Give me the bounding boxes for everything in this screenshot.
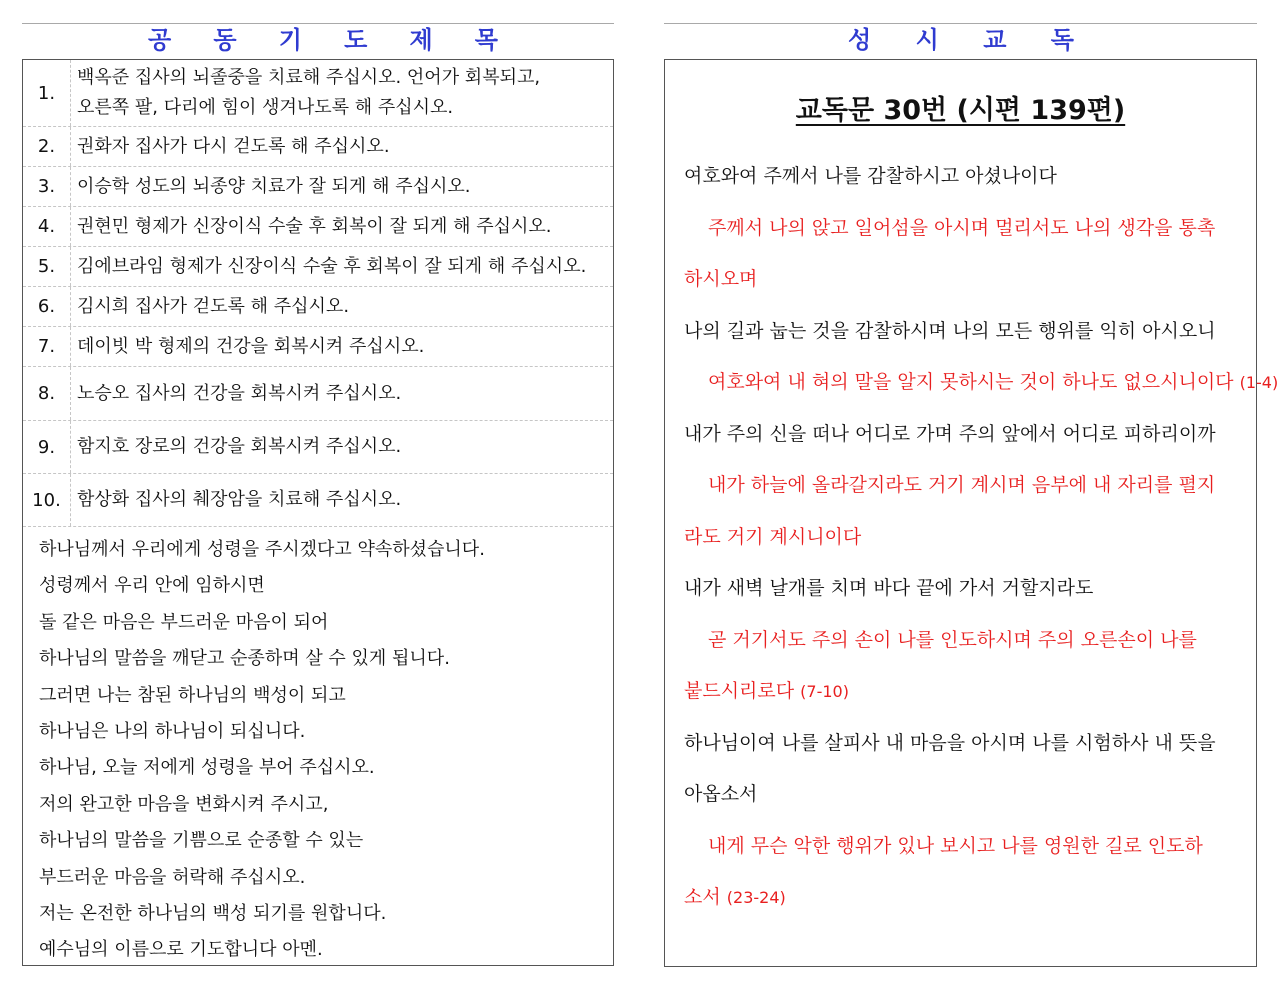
common-prayer-text bbox=[39, 532, 609, 969]
reading-line-congregation bbox=[684, 718, 1252, 770]
reading-line-leader bbox=[684, 872, 1252, 924]
request-text: 함지호 장로의 건강을 회복시켜 주십시오. bbox=[77, 436, 402, 457]
prayer-line: 하나님은 나의 하나님이 되십니다. bbox=[39, 720, 306, 742]
request-number: 3. bbox=[23, 167, 71, 206]
reading-text: 내가 하늘에 올라갈지라도 거기 계시며 음부에 내 자리를 펼지 bbox=[708, 474, 1216, 496]
reading-line-congregation bbox=[684, 563, 1252, 615]
reading-text: 곧 거기서도 주의 손이 나를 인도하시며 주의 오른손이 나를 bbox=[708, 628, 1197, 651]
prayer-requests-box bbox=[22, 59, 614, 966]
reading-text: 내게 무슨 악한 행위가 있나 보시고 나를 영원한 길로 인도하 bbox=[708, 834, 1203, 857]
reading-line-leader bbox=[684, 203, 1252, 255]
request-text: 권화자 집사가 다시 걷도록 해 주십시오. bbox=[77, 135, 390, 157]
prayer-request-row bbox=[23, 247, 613, 287]
prayer-line: 저의 완고한 마음을 변화시켜 주시고, bbox=[39, 793, 329, 815]
request-number: 2. bbox=[23, 127, 71, 166]
request-text: 노승오 집사의 건강을 회복시켜 주십시오. bbox=[77, 382, 402, 404]
reading-text: 나의 길과 눕는 것을 감찰하시며 나의 모든 행위를 익히 아시오니 bbox=[684, 319, 1216, 342]
prayer-request-row bbox=[23, 367, 613, 421]
heading-letter: 도 bbox=[344, 25, 368, 54]
request-text: 김에브라임 형제가 신장이식 수술 후 회복이 잘 되게 해 주십시오. bbox=[77, 255, 587, 277]
reading-title: 교독문 30번 (시편 139편) bbox=[795, 95, 1126, 126]
prayer-request-row bbox=[23, 474, 613, 527]
prayer-line: 부드러운 마음을 허락해 주십시오. bbox=[39, 866, 306, 888]
reading-lines bbox=[684, 151, 1279, 924]
reading-text: 소서 bbox=[684, 886, 721, 908]
request-text: 권현민 형제가 신장이식 수술 후 회복이 잘 되게 해 주십시오. bbox=[77, 215, 552, 237]
reading-text: 하시오며 bbox=[684, 268, 758, 290]
prayer-line: 예수님의 이름으로 기도합니다 아멘. bbox=[39, 939, 323, 961]
prayer-line: 하나님의 말씀을 기쁨으로 순종할 수 있는 bbox=[39, 830, 364, 852]
prayer-line: 돌 같은 마음은 부드러운 마음이 되어 bbox=[39, 611, 329, 633]
reading-text: 라도 거기 계시니이다 bbox=[684, 525, 862, 548]
heading-letter: 독 bbox=[1050, 25, 1074, 54]
request-number: 5. bbox=[23, 247, 71, 286]
heading-letter: 공 bbox=[148, 25, 172, 54]
verse-reference: (7-10) bbox=[800, 682, 849, 701]
request-text: 백옥준 집사의 뇌졸중을 치료해 주십시오. 언어가 회복되고, 오른쪽 팔, 다리에 힘이 생겨나도록 해 주십시오. bbox=[77, 67, 541, 118]
heading-letter: 기 bbox=[278, 25, 302, 54]
reading-line-leader bbox=[684, 357, 1279, 409]
prayer-line: 그러면 나는 참된 하나님의 백성이 되고 bbox=[39, 684, 346, 706]
reading-line-leader bbox=[684, 615, 1252, 667]
request-text: 데이빗 박 형제의 건강을 회복시켜 주십시오. bbox=[77, 335, 425, 357]
reading-text: 여호와여 주께서 나를 감찰하시고 아셨나이다 bbox=[684, 165, 1057, 187]
prayer-line: 하나님께서 우리에게 성령을 주시겠다고 약속하셨습니다. bbox=[39, 539, 485, 560]
reading-line-leader bbox=[684, 821, 1252, 873]
heading-letter: 성 bbox=[848, 25, 872, 54]
reading-line-leader bbox=[684, 512, 1252, 564]
responsive-reading-box bbox=[664, 59, 1279, 967]
reading-text: 하나님이여 나를 살피사 내 마음을 아시며 나를 시험하사 내 뜻을 bbox=[684, 731, 1216, 754]
responsive-reading-heading bbox=[848, 20, 1074, 54]
prayer-requests-heading bbox=[148, 20, 498, 54]
verse-reference: (1-4) bbox=[1239, 373, 1279, 392]
prayer-request-row bbox=[23, 167, 613, 207]
heading-letter: 동 bbox=[213, 25, 237, 54]
prayer-line: 성령께서 우리 안에 임하시면 bbox=[39, 575, 265, 597]
reading-line-congregation bbox=[684, 306, 1252, 358]
heading-letter: 제 bbox=[409, 25, 433, 54]
reading-text: 붙드시리로다 bbox=[684, 680, 795, 702]
reading-text: 내가 주의 신을 떠나 어디로 가며 주의 앞에서 어디로 피하리이까 bbox=[684, 422, 1216, 445]
request-text: 김시희 집사가 걷도록 해 주십시오. bbox=[77, 295, 350, 317]
prayer-request-row bbox=[23, 207, 613, 247]
reading-line-congregation bbox=[684, 151, 1252, 203]
heading-letter: 교 bbox=[983, 25, 1007, 54]
request-text: 이승학 성도의 뇌종양 치료가 잘 되게 해 주십시오. bbox=[77, 175, 471, 197]
reading-line-leader bbox=[684, 666, 1252, 718]
prayer-line: 하나님, 오늘 저에게 성령을 부어 주십시오. bbox=[39, 757, 375, 779]
verse-reference: (23-24) bbox=[726, 888, 786, 907]
reading-text: 주께서 나의 앉고 일어섬을 아시며 멀리서도 나의 생각을 통촉 bbox=[708, 216, 1216, 239]
prayer-request-row bbox=[23, 127, 613, 167]
request-number: 6. bbox=[23, 287, 71, 326]
reading-line-leader bbox=[684, 460, 1252, 512]
reading-text: 여호와여 내 혀의 말을 알지 못하시는 것이 하나도 없으시니이다 bbox=[708, 371, 1234, 393]
reading-text: 내가 새벽 날개를 치며 바다 끝에 가서 거할지라도 bbox=[684, 577, 1094, 599]
reading-line-congregation bbox=[684, 409, 1252, 461]
prayer-line: 하나님의 말씀을 깨닫고 순종하며 살 수 있게 됩니다. bbox=[39, 648, 450, 670]
prayer-request-row bbox=[23, 60, 613, 127]
reading-line-leader bbox=[684, 254, 1252, 306]
heading-letter: 시 bbox=[915, 25, 939, 54]
reading-line-congregation bbox=[684, 769, 1252, 821]
request-number: 8. bbox=[23, 367, 71, 420]
request-number: 4. bbox=[23, 207, 71, 246]
heading-letter: 목 bbox=[474, 25, 498, 54]
prayer-request-row bbox=[23, 287, 613, 327]
request-number: 1. bbox=[23, 60, 71, 126]
reading-text: 아옵소서 bbox=[684, 783, 758, 805]
request-text: 함상화 집사의 췌장암을 치료해 주십시오. bbox=[77, 489, 402, 510]
prayer-line: 저는 온전한 하나님의 백성 되기를 원합니다. bbox=[39, 902, 387, 924]
prayer-request-row bbox=[23, 421, 613, 474]
request-number: 9. bbox=[23, 421, 71, 473]
prayer-request-row bbox=[23, 327, 613, 367]
request-number: 10. bbox=[23, 474, 71, 526]
request-number: 7. bbox=[23, 327, 71, 366]
